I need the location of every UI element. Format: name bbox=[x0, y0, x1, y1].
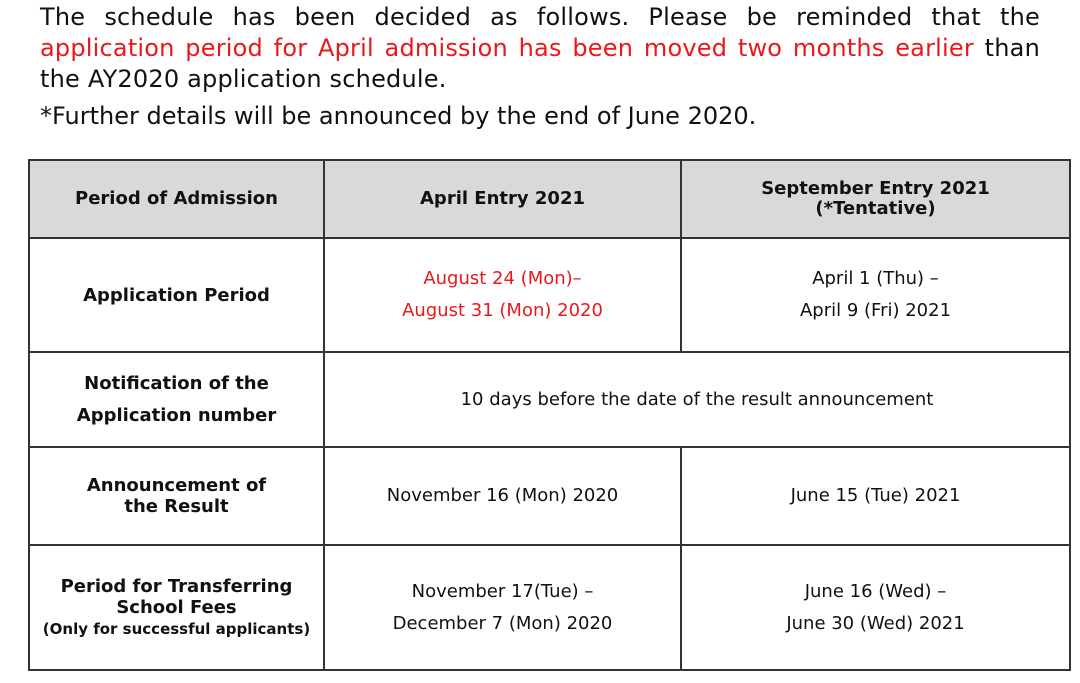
april-application-end: August 31 (Mon) 2020 bbox=[402, 300, 603, 321]
row-label-announcement bbox=[29, 447, 324, 545]
intro-paragraph bbox=[40, 2, 1040, 95]
april-application-start: August 24 (Mon)– bbox=[423, 268, 582, 289]
table-row-announcement bbox=[29, 447, 1070, 545]
intro-text bbox=[40, 2, 1040, 132]
cell-notification-value: 10 days before the date of the result announcement bbox=[324, 352, 1070, 447]
table-row-fees bbox=[29, 545, 1070, 670]
cell-september-announcement: June 15 (Tue) 2021 bbox=[681, 447, 1070, 545]
row-label-fees bbox=[29, 545, 324, 670]
cell-september-fees bbox=[681, 545, 1070, 670]
notification-label-line1: Notification of the bbox=[84, 372, 269, 394]
april-fees-end: December 7 (Mon) 2020 bbox=[392, 612, 613, 634]
intro-line-start: The schedule has been decided as follows. Please be reminded that the bbox=[40, 3, 1040, 31]
september-fees-end: June 30 (Wed) 2021 bbox=[786, 612, 965, 634]
admission-schedule-table bbox=[28, 159, 1071, 671]
cell-april-fees bbox=[324, 545, 681, 670]
header-april-entry: April Entry 2021 bbox=[324, 160, 681, 238]
fees-label-note: (Only for successful applicants) bbox=[42, 619, 311, 638]
announcement-label-line2: the Result bbox=[124, 496, 229, 517]
announcement-label-line1: Announcement of bbox=[86, 475, 267, 496]
september-fees-start: June 16 (Wed) – bbox=[804, 580, 947, 602]
cell-april-application-period bbox=[324, 238, 681, 352]
header-september-line1: September Entry 2021 bbox=[761, 178, 990, 199]
intro-note: *Further details will be announced by the end of June 2020. bbox=[40, 102, 757, 130]
cell-april-announcement: November 16 (Mon) 2020 bbox=[324, 447, 681, 545]
cell-september-application-period bbox=[681, 238, 1070, 352]
table-row-application-period bbox=[29, 238, 1070, 352]
header-september-entry bbox=[681, 160, 1070, 238]
april-fees-start: November 17(Tue) – bbox=[411, 580, 594, 602]
table-row-notification bbox=[29, 352, 1070, 447]
notification-label-line2: Application number bbox=[76, 404, 277, 426]
header-september-line2: (*Tentative) bbox=[815, 198, 936, 219]
intro-highlight: application period for April admission has been moved two months earlier bbox=[40, 34, 974, 62]
september-application-end: April 9 (Fri) 2021 bbox=[799, 300, 952, 321]
table-header-row bbox=[29, 160, 1070, 238]
row-label-notification bbox=[29, 352, 324, 447]
header-period-of-admission: Period of Admission bbox=[29, 160, 324, 238]
intro-line-end: than the AY2020 application schedule. bbox=[40, 34, 1040, 93]
fees-label-line2: School Fees bbox=[116, 596, 237, 618]
fees-label-line1: Period for Transferring bbox=[60, 575, 293, 597]
row-label-application-period: Application Period bbox=[29, 238, 324, 352]
september-application-start: April 1 (Thu) – bbox=[812, 268, 939, 289]
